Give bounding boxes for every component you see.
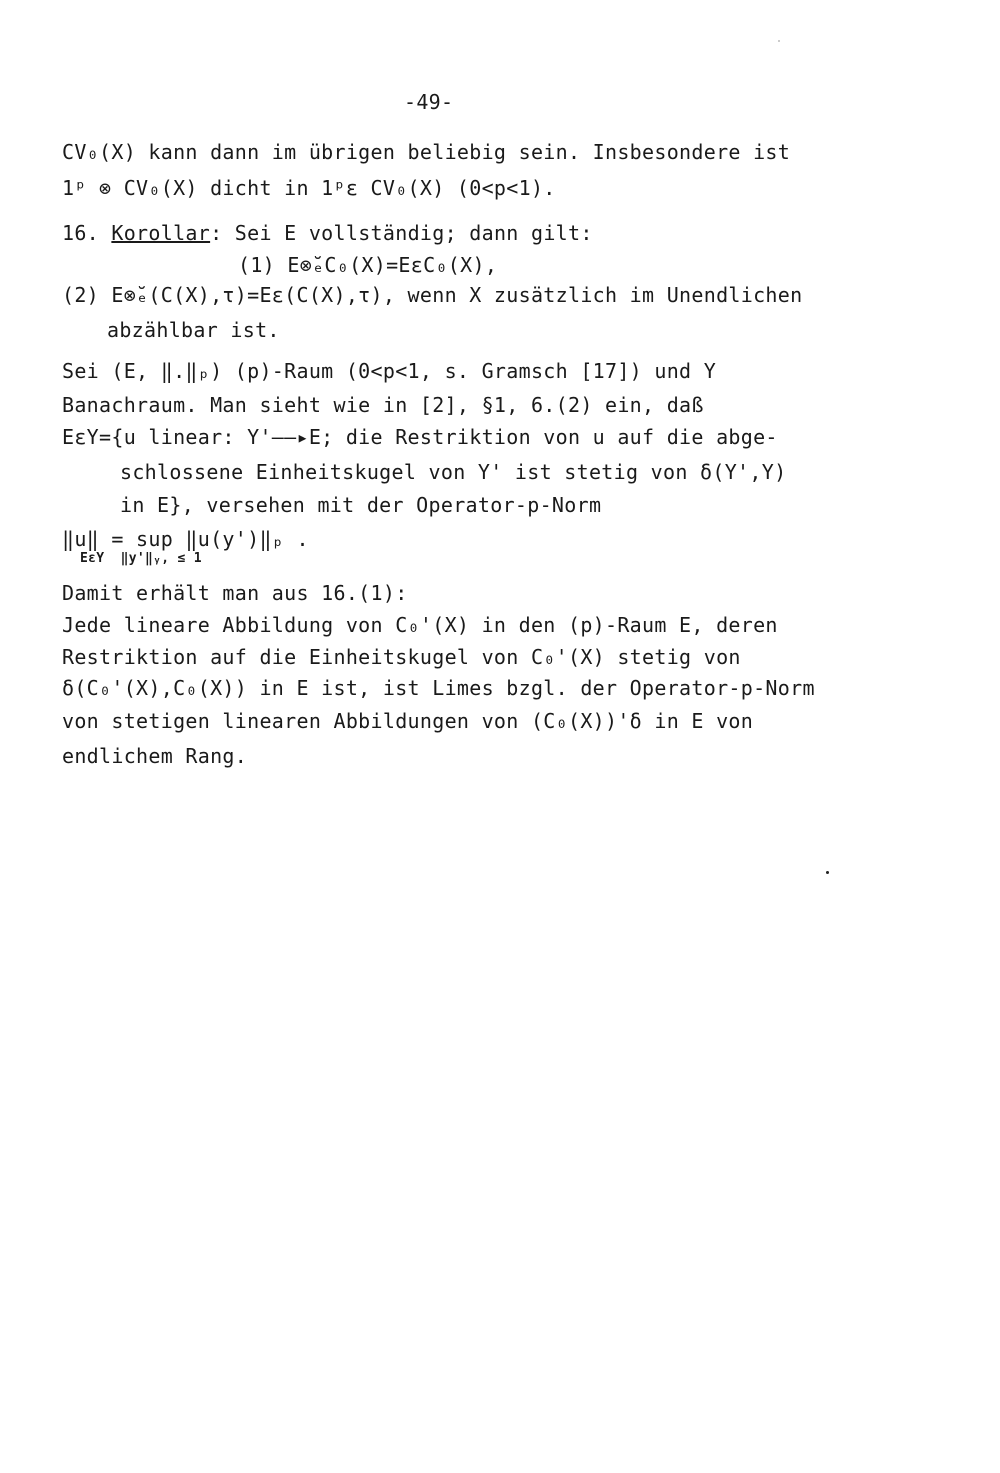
formula-2: (2) E⊗̆ₑ(C(X),τ)=Eε(C(X),τ), wenn X zusätzlich im Unendlichen (62, 283, 803, 307)
text-line-limes: δ(C₀'(X),C₀(X)) in E ist, ist Limes bzgl. der Operator-p-Norm (62, 676, 815, 700)
text-line-restriktion: Restriktion auf die Einheitskugel von C₀'(X) stetig von (62, 645, 741, 669)
text-line-operator-norm: in E}, versehen mit der Operator-p-Norm (120, 493, 602, 517)
norm-formula-subscripts: EεY ‖y'‖ᵧ, ≤ 1 (80, 551, 202, 566)
text-line-unit-ball: schlossene Einheitskugel von Y' ist stetig von δ(Y',Y) (120, 460, 787, 484)
text-line-1: CV₀(X) kann dann im übrigen beliebig sein. Insbesondere ist (62, 140, 791, 164)
text-line-damit: Damit erhält man aus 16.(1): (62, 581, 408, 605)
text-line-jede: Jede lineare Abbildung von C₀'(X) in den (p)-Raum E, deren (62, 613, 778, 637)
page-number: -49- (404, 90, 454, 114)
corollary-heading (62, 221, 593, 245)
text-line-stetigen: von stetigen linearen Abbildungen von (C₀(X))'δ in E von (62, 709, 754, 733)
scan-speck (778, 40, 780, 42)
text-line-2: 1ᵖ ⊗ CV₀(X) dicht in 1ᵖε CV₀(X) (0<p<1). (62, 176, 556, 200)
scan-dot (826, 871, 829, 874)
text-line-p-space: Sei (E, ‖.‖ₚ) (p)-Raum (0<p<1, s. Gramsch [17]) und Y (62, 359, 717, 383)
corollary-colon: : (210, 221, 223, 245)
norm-formula: ‖u‖ = sup ‖u(y')‖ₚ . (62, 527, 309, 551)
text-line-definition: EεY={u linear: Y'——▸E; die Restriktion von u auf die abge- (62, 425, 778, 449)
text-line-banach: Banachraum. Man sieht wie in [2], §1, 6.(2) ein, daß (62, 393, 704, 417)
corollary-number: 16. (62, 221, 100, 245)
text-line-rang: endlichem Rang. (62, 744, 248, 768)
corollary-statement: Sei E vollständig; dann gilt: (234, 221, 593, 245)
text-line-countable: abzählbar ist. (107, 318, 280, 342)
formula-1: (1) E⊗̆ₑC₀(X)=EεC₀(X), (238, 253, 498, 277)
corollary-label: Korollar (111, 221, 211, 245)
